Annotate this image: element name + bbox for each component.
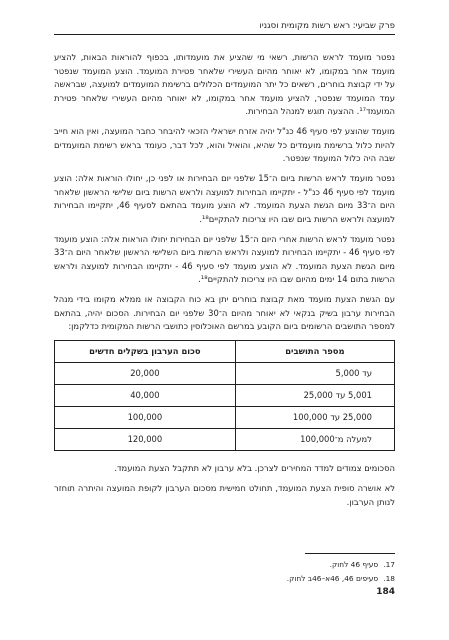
- paragraph: מועמד שהוצע לפי סעיף 46 כנ"ל יהיה אזרח ישראלי הזכאי להיבחר כחבר המועצה, ואין הוא חייב להיות כלול ברשימת מועמדים כל שהיא, והואיל והוא, לכל דבר, כעומד בראש רשימת המועמדים שבה היה כלול המועמד שנפטר.: [54, 126, 395, 164]
- paragraph: לא אושרה סופית הצעת המועמד, תחולט חמישית מסכום הערבון לקופת המועצה והיתרה תוחזר לנותן הערבון.: [54, 483, 395, 507]
- deposit-table: [54, 340, 395, 451]
- running-header: פרק שביעי: ראש רשות מקומית וסגניו: [54, 20, 395, 35]
- paragraph: נפטר מועמד לראש הרשות ביום ה־15 שלפני יום הבחירות או לפני כן, יחולו הוראות אלה: הוצע מועמד לפי סעיף 46 כנ"ל - יתקיימו הבחירות למועצה ולראש הרשות ביום שלישי הראשון שלאחר היום ה־33 מיום הגשת הצעת המועמד. לא הוצע מועמד בהתאם לסעיף 46, יתקיימו הבחירות למועצה ולראש הרשות ביום שבו היו צריכות להתקיים¹⁸.: [54, 173, 396, 224]
- column-header-deposit: סכום הערבון בשקלים חדשים: [55, 341, 236, 363]
- footnote-number: 17.: [383, 560, 395, 569]
- table-row: [55, 429, 395, 451]
- footnotes: [54, 558, 395, 586]
- paragraph: נפטר מועמד לראש הרשות אחרי היום ה־15 שלפני יום הבחירות יחולו הוראות אלה: הוצע מועמד לפי סעיף 46 - יתקיימו הבחירות למועצה ולראש הרשות ביום השלישי הראשון שלאחר היום ה־33 מיום הגשת הצעת המועמד. לא הוצע מועמד לפי סעיף 46 - יתקיימו הבחירות למועצה ולראש הרשות בתום 14 ימים מהיום שבו היו צריכות להתקיים¹⁸.: [54, 233, 395, 285]
- footnote-text: סעיף 46 לחוק.: [329, 560, 379, 569]
- table-row: [55, 385, 395, 407]
- table-header-row: [55, 341, 395, 363]
- deposit-cell: 120,000: [55, 429, 236, 451]
- footnote-divider: [305, 553, 395, 554]
- footnote-number: 18.: [383, 574, 395, 583]
- column-header-residents: מספר התושבים: [235, 341, 394, 363]
- body-text: [54, 51, 395, 515]
- paragraph: נפטר מועמד לראש הרשות, רשאי מי שהציע את מועמדותו, בכפוף להוראות הבאות, להציע מועמד אחר במקומו, לא יאוחר מהיום העשירי שלאחר פטירת המועמד. הוצע המועמד שנפטר על ידי קבוצת בוחרים, רשאים כל יתר המועמדים הכלולים ברשימת המועמדים למועצה, שבראשה עמד המועמד שנפטר, להציע מועמד אחר במקומו, לא יאוחר מהיום העשירי שלאחר פטירת המועמד¹⁷. ההצעה תוגש למנהל הבחירות.: [54, 52, 395, 117]
- residents-cell: עד 5,000: [235, 363, 394, 385]
- table-row: [55, 407, 395, 429]
- page-number: 184: [376, 587, 395, 597]
- paragraph: עם הגשת הצעת מועמד מאת קבוצת בוחרים יתן בא כוח הקבוצה או ממלא מקומו בידי מנהל הבחירות ערבון בשיק בנקאי לא יאוחר מהיום ה־30 שלפני יום הבחירות. הסכום יהיה, בהתאם למספר התושבים הרשומים ביום הקובע במרשם האוכלוסין כתושבי הרשות המקומית כדלקמן:: [54, 294, 395, 332]
- deposit-cell: 40,000: [55, 385, 236, 407]
- footnote: [54, 558, 395, 572]
- footnote-text: סעיפים 46, 46א–46ב לחוק.: [286, 574, 379, 583]
- residents-cell: 5,001 עד 25,000: [235, 385, 394, 407]
- deposit-cell: 100,000: [55, 407, 236, 429]
- table-row: [55, 363, 395, 385]
- residents-cell: 25,000 עד 100,000: [235, 407, 394, 429]
- residents-cell: למעלה מ־100,000: [235, 429, 394, 451]
- footnote: [54, 572, 395, 586]
- paragraph: הסכומים צמודים למדד המחירים לצרכן. בלא ערבון לא תתקבל הצעת המועמד.: [114, 463, 395, 474]
- deposit-cell: 20,000: [55, 363, 236, 385]
